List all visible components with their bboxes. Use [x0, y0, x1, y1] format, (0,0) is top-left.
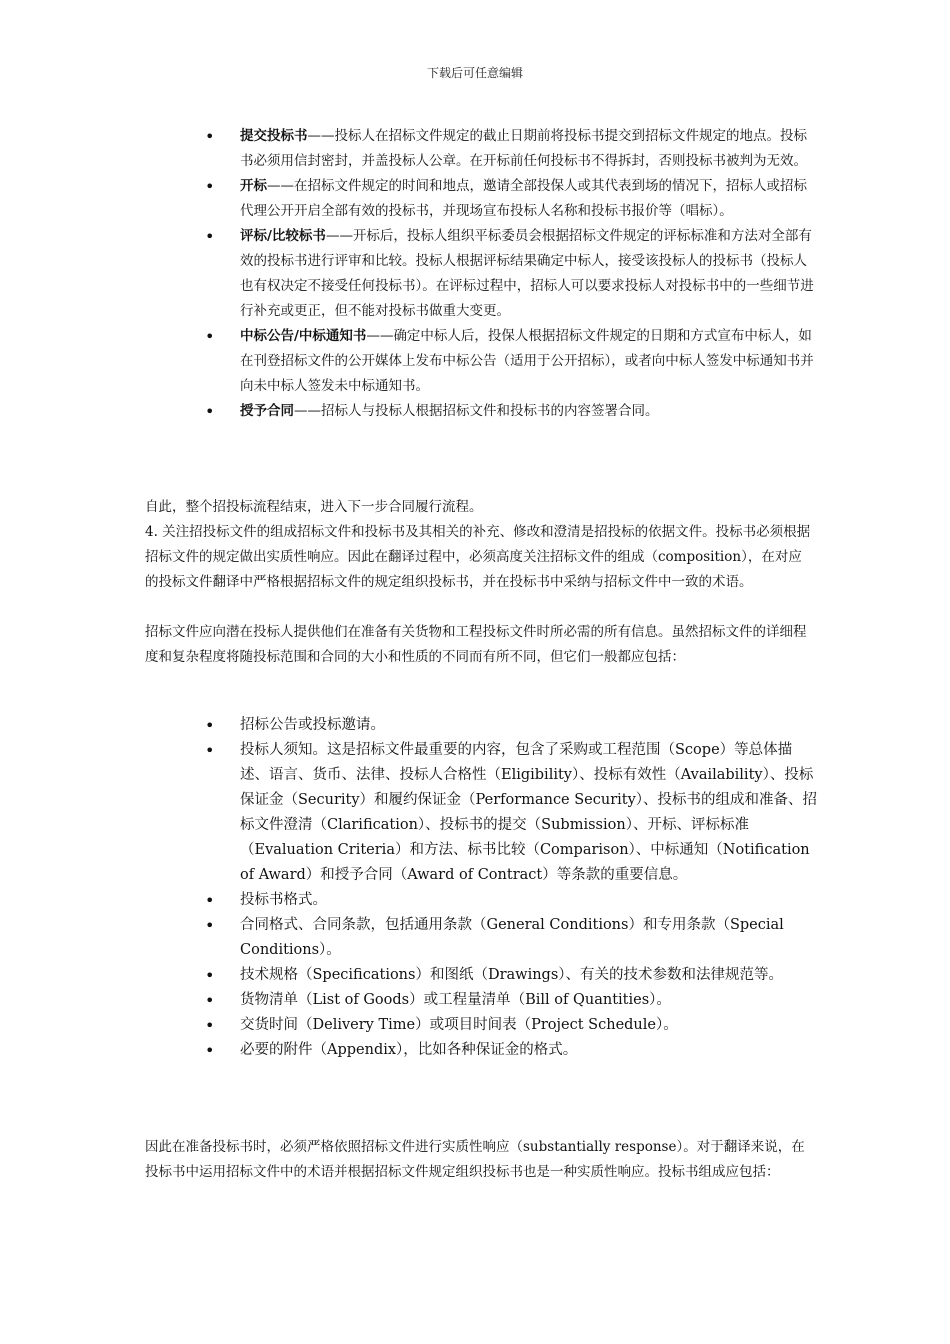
- list-item: [205, 324, 815, 399]
- list-item: [205, 399, 815, 424]
- description: ——确定中标人后，投保人根据招标文件规定的日期和方式宣布中标人，如在刊登招标文件的公开媒体上发布中标公告（适用于公开招标），或者向中标人签发中标通知书并向未中标人签发未中标通知书。: [240, 328, 814, 394]
- description: ——招标人与投标人根据招标文件和投标书的内容签署合同。: [294, 403, 659, 419]
- description: ——在招标文件规定的时间和地点，邀请全部投保人或其代表到场的情况下，招标人或招标代理公开开启全部有效的投标书，并现场宣布投标人名称和投标书报价等（唱标）。: [240, 178, 807, 219]
- term: 中标公告/中标通知书: [240, 328, 367, 344]
- description: ——投标人在招标文件规定的截止日期前将投标书提交到招标文件规定的地点。投标书必须用信封密封，并盖投标人公章。在开标前任何投标书不得拆封，否则投标书被判为无效。: [240, 128, 807, 169]
- list-item: • 合同格式、合同条款，包括通用条款（General Conditions）和专用条款（Special Conditions）。: [205, 913, 820, 963]
- list-item: [205, 124, 815, 174]
- term: 开标: [240, 178, 267, 194]
- list-item: • 技术规格（Specifications）和图纸（Drawings）、有关的技术参数和法律规范等。: [205, 963, 820, 988]
- list-item: • 投标书格式。: [205, 888, 820, 913]
- list-item: • 招标公告或投标邀请。: [205, 713, 820, 738]
- page-header: 下载后可任意编辑: [426, 66, 523, 80]
- list-item: • 交货时间（Delivery Time）或项目时间表（Project Schedule）。: [205, 1013, 820, 1038]
- list-item: [205, 174, 815, 224]
- term: 评标/比较标书: [240, 228, 326, 244]
- procedure-list: [205, 124, 815, 424]
- list-item: • 必要的附件（Appendix），比如各种保证金的格式。: [205, 1038, 820, 1063]
- tender-contents-list: [205, 713, 820, 1063]
- list-item: • 投标人须知。这是招标文件最重要的内容，包含了采购或工程范围（Scope）等总体描述、语言、货币、法律、投标人合格性（Eligibility）、投标有效性（Availability）、投标保证金（Security）和履约保证金（Performance Security）、投标书的组成和准备、招标文件澄清（Clarification）、投标书的提交（Submission）、开标、评标标准（Evaluation Criteria）和方法、标书比较（Comparison）、中标通知（Notification of Award）和授予合同（Award of Contract）等条款的重要信息。: [205, 738, 820, 888]
- paragraph-tender-documents: 招标文件应向潜在投标人提供他们在准备有关货物和工程投标文件时所必需的所有信息。虽然招标文件的详细程度和复杂程度将随投标范围和合同的大小和性质的不同而有所不同，但它们一般都应包括：: [145, 624, 807, 665]
- term: 授予合同: [240, 403, 294, 419]
- paragraph-bid-response: 因此在准备投标书时，必须严格依照招标文件进行实质性响应（substantially response）。对于翻译来说，在投标书中运用招标文件中的术语并根据招标文件规定组织投标书也是一种实质性响应。投标书组成应包括：: [145, 1139, 805, 1180]
- list-item: [205, 224, 815, 324]
- paragraph-section-4: 4. 关注招投标文件的组成招标文件和投标书及其相关的补充、修改和澄清是招投标的依据文件。投标书必须根据招标文件的规定做出实质性响应。因此在翻译过程中，必须高度关注招标文件的组成（composition），在对应的投标文件翻译中严格根据招标文件的规定组织投标书，并在投标书中采纳与招标文件中一致的术语。: [145, 524, 811, 590]
- paragraph-conclusion: 自此，整个招投标流程结束，进入下一步合同履行流程。: [145, 499, 483, 515]
- list-item: • 货物清单（List of Goods）或工程量清单（Bill of Quantities）。: [205, 988, 820, 1013]
- description: ——开标后，投标人组织平标委员会根据招标文件规定的评标标准和方法对全部有效的投标书进行评审和比较。投标人根据评标结果确定中标人，接受该投标人的投标书（投标人也有权决定不接受任何投标书）。在评标过程中，招标人可以要求投标人对投标书中的一些细节进行补充或更正，但不能对投标书做重大变更。: [240, 228, 814, 319]
- term: 提交投标书: [240, 128, 308, 144]
